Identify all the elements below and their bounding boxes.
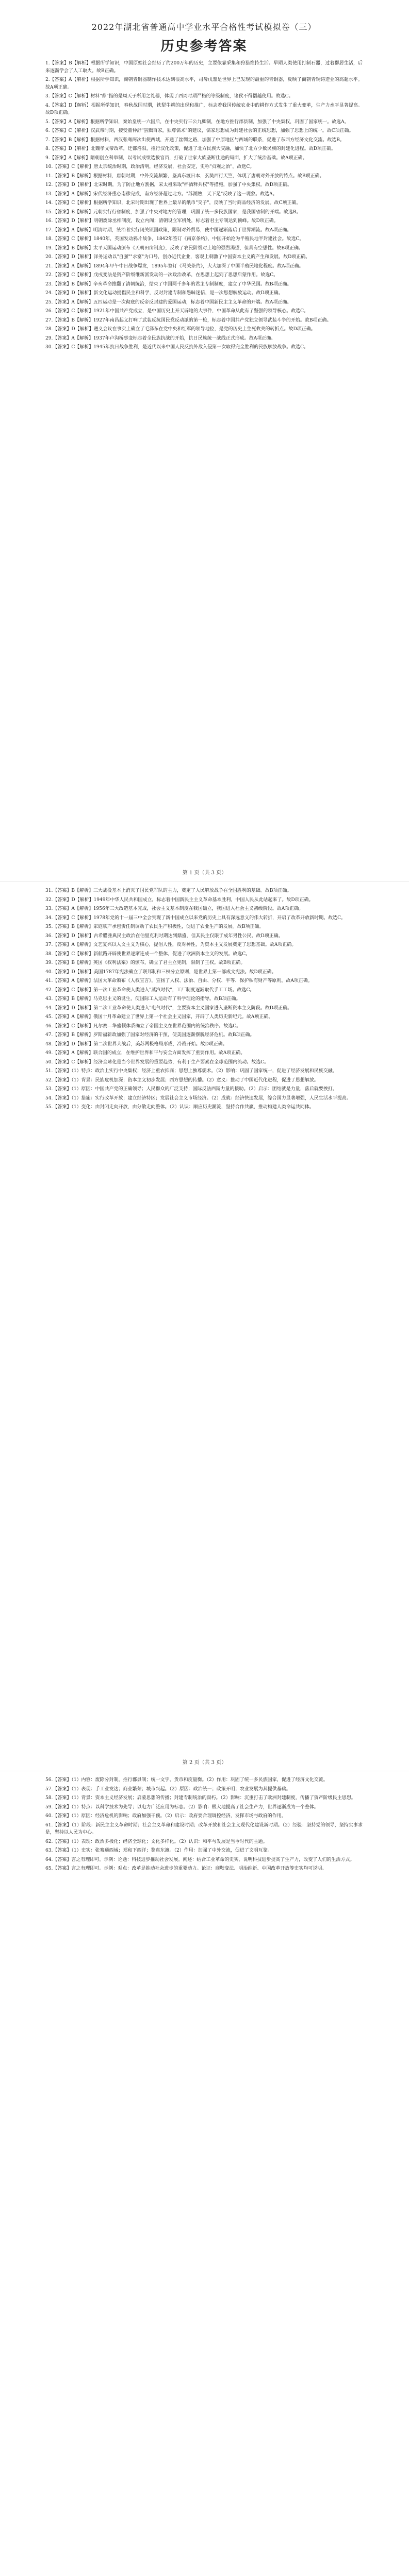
answer-item: 48.【答案】D【解析】第二次世界大战后，美苏两极格局形成，冷战开始。故D项正确。 xyxy=(45,1041,227,1047)
answer-item: 22.【答案】C【解析】戊戌变法是资产阶级维新派发动的一次政治改革，在思想上起到了思想启蒙作用。故选C。 xyxy=(45,273,279,278)
answer-item: 6.【答案】C【解析】汉武帝时期，接受董仲舒"罢黜百家，独尊儒术"的建议，儒家思想成为封建社会的正统思想，加强了思想上的统一。故C项正确。 xyxy=(45,128,354,133)
page-1 xyxy=(0,15,409,876)
answer-item: 51.【答案】（1）特点：政治上实行中央集权；经济上重农抑商；思想上独尊儒术。（2）影响：巩固了国家统一，促进了经济发展和民族交融。 xyxy=(45,1069,337,1074)
answer-item: 60.【答案】（1）原因：经济危机的影响；政府加强干预。（2）启示：政府要合理调控经济，发挥市场与政府的作用。 xyxy=(45,1814,286,1819)
page-2 xyxy=(0,887,409,1766)
answer-item: 65.【答案】言之有理即可。示例：观点：改革是推动社会进步的重要动力。论证：商鞅变法、明治维新、中国改革开放等史实均可说明。 xyxy=(45,1866,327,1871)
answer-item: 12.【答案】D【解析】北宋时期，为了防止地方割据，宋太祖采取"杯酒释兵权"等措施，加强了中央集权。故D项正确。 xyxy=(45,182,292,188)
answer-item: 40.【答案】D【解析】美国1787年宪法确立了联邦制和三权分立原则，是世界上第一部成文宪法。故D项正确。 xyxy=(45,969,276,975)
answer-item: 52.【答案】（1）背景：民族危机加深；资本主义初步发展；西方思想的传播。（2）意义：推动了中国近代化进程，促进了思想解放。 xyxy=(45,1077,319,1083)
answer-item: 21.【答案】A【解析】1894年甲午中日战争爆发，1895年签订《马关条约》，大大加深了中国半殖民地化程度。故A项正确。 xyxy=(45,263,304,269)
answer-item: 64.【答案】言之有理即可。示例：论题：科技进步推动社会发展。阐述：结合工业革命的史实，说明科技进步提高了生产力，改变了人们的生活方式。 xyxy=(45,1857,355,1862)
answer-item: 27.【答案】B【解析】1927年南昌起义打响了武装反抗国民党反动派的第一枪，标志着中国共产党独立领导武装斗争的开始。故B项正确。 xyxy=(45,317,332,323)
answer-item: 1.【答案】B【解析】根据所学知识，中国原始社会经历了约200万年的历史，主要依靠采集和狩猎维持生活。早期人类使用打制石器，过着群居生活，后来逐渐学会了人工取火。故B正确。 xyxy=(45,61,363,74)
answer-item: 61.【答案】（1）阶段：新民主主义革命时期；社会主义革命和建设时期；改革开放和社会主义现代化建设新时期。（2）经验：坚持党的领导，坚持实事求是，坚持以人民为中心。 xyxy=(45,1822,363,1835)
answer-item: 5.【答案】A【解析】根据所学知识，秦始皇统一六国后，在中央实行三公九卿制，在地方推行郡县制，加强了中央集权，巩固了国家统一。故选A。 xyxy=(45,119,349,125)
answer-list xyxy=(45,887,363,1111)
answer-item: 39.【答案】B【解析】英国《权利法案》的颁布，确立了君主立宪制，限制了王权。故B项正确。 xyxy=(45,960,246,965)
answer-item: 9.【答案】A【解析】隋朝创立科举制，以考试成绩选拔官员，打破了世家大族垄断仕途的局面，扩大了统治基础。故A项正确。 xyxy=(45,155,307,161)
answer-item: 26.【答案】C【解析】1921年中国共产党成立，是中国历史上开天辟地的大事件，中国革命从此有了坚强的领导核心。故选C。 xyxy=(45,309,308,314)
answer-item: 50.【答案】C【解析】经济全球化是当今世界发展的重要趋势，有利于生产要素在全球范围内流动。故选C。 xyxy=(45,1059,269,1065)
answer-item: 47.【答案】B【解析】罗斯福新政加强了国家对经济的干预，使美国逐渐摆脱经济危机。故B项正确。 xyxy=(45,1032,255,1038)
answer-item: 59.【答案】（1）特点：以科学技术为先导；以电力广泛应用为标志。（2）影响：极大地提高了社会生产力，世界逐渐成为一个整体。 xyxy=(45,1804,319,1810)
answer-item: 11.【答案】B【解析】根据材料，唐朝时期，中外交流频繁，鉴真东渡日本，玄奘西行天竺，体现了唐朝对外开放的特点。故B项正确。 xyxy=(45,173,324,179)
answer-item: 54.【答案】（1）措施：实行改革开放；建立经济特区；发展社会主义市场经济。（2）成就：经济快速发展，综合国力显著增强，人民生活水平提高。 xyxy=(45,1095,351,1101)
answer-item: 34.【答案】C【解析】1978年党的十一届三中全会实现了新中国成立以来党的历史上具有深远意义的伟大转折，开启了改革开放新时期。故选C。 xyxy=(45,915,346,921)
answer-item: 56.【答案】（1）内容：废除分封制，推行郡县制；统一文字、货币和度量衡。（2）作用：巩固了统一多民族国家，促进了经济文化交流。 xyxy=(45,1777,328,1783)
answer-item: 28.【答案】D【解析】遵义会议在事实上确立了毛泽东在党中央和红军的领导地位，是党的历史上生死攸关的转折点。故D项正确。 xyxy=(45,327,316,332)
answer-item: 46.【答案】C【解析】凡尔赛—华盛顿体系确立了帝国主义在世界范围内的统治秩序。故选C。 xyxy=(45,1023,241,1029)
answer-list xyxy=(45,60,363,351)
answer-item: 15.【答案】B【解析】元朝实行行省制度，加强了中央对地方的管理，巩固了统一多民族国家，是我国省制的开端。故选B。 xyxy=(45,209,301,215)
answer-item: 37.【答案】A【解析】文艺复兴以人文主义为核心，提倡人性，反对神性，为资本主义发展奠定了思想基础。故A项正确。 xyxy=(45,942,297,947)
answer-item: 42.【答案】C【解析】第一次工业革命使人类进入"蒸汽时代"，工厂制度逐渐取代手工工场。故选C。 xyxy=(45,987,255,993)
answer-item: 38.【答案】C【解析】新航路开辟使世界逐渐连成一个整体，促进了欧洲资本主义的发展。故选C。 xyxy=(45,951,251,957)
answer-item: 32.【答案】D【解析】1949年中华人民共和国成立，标志着中国新民主主义革命基本胜利，中国人民从此站起来了。故D项正确。 xyxy=(45,897,314,903)
answer-item: 13.【答案】A【解析】宋代经济重心南移完成，南方经济超过北方。"苏湖熟，天下足"反映了这一现象。故选A。 xyxy=(45,191,277,197)
answer-item: 18.【答案】C【解析】1840年，英国发动鸦片战争，1842年签订《南京条约》，中国开始沦为半殖民地半封建社会。故选C。 xyxy=(45,236,304,242)
answer-item: 19.【答案】B【解析】太平天国运动颁布《天朝田亩制度》，反映了农民阶级对土地的强烈渴望，但具有空想性。故B项正确。 xyxy=(45,245,304,251)
answer-item: 63.【答案】（1）史实：张骞通西域；郑和下西洋；鉴真东渡。（2）作用：加强了中外交流，促进了文明互鉴。 xyxy=(45,1848,272,1853)
answer-item: 16.【答案】D【解析】明朝废除丞相制度，设立内阁；清朝设立军机处，标志着君主专制达到顶峰。故D项正确。 xyxy=(45,218,279,224)
answer-item: 25.【答案】A【解析】五四运动是一次彻底的反帝反封建的爱国运动，标志着中国新民主主义革命的开端。故A项正确。 xyxy=(45,299,292,305)
answer-item: 4.【答案】D【解析】根据所学知识，春秋战国时期，铁犁牛耕的出现和推广，标志着我国传统农业中的耕作方式发生了重大变革，生产力水平显著提高。故D项正确。 xyxy=(45,103,363,115)
answer-item: 43.【答案】B【解析】马克思主义的诞生，使国际工人运动有了科学理论的指导。故B项正确。 xyxy=(45,996,241,1002)
answer-item: 23.【答案】B【解析】辛亥革命推翻了清朝统治，结束了中国两千多年的君主专制制度，建立了中华民国。故B项正确。 xyxy=(45,281,292,287)
answer-item: 36.【答案】D【解析】古希腊雅典民主政治在伯里克利时期达到鼎盛，但其民主仅限于成年男性公民。故D项正确。 xyxy=(45,933,283,939)
page-3 xyxy=(0,1776,409,2576)
answer-item: 7.【答案】B【解析】根据材料，西汉张骞两次出使西域，开通了丝绸之路，加强了中原地区与西域的联系，促进了东西方经济文化交流。故选B。 xyxy=(45,137,345,143)
answer-item: 10.【答案】C【解析】唐太宗统治时期，政治清明，经济发展，社会安定，史称"贞观之治"。故选C。 xyxy=(45,164,255,170)
doc-title: 历史参考答案 xyxy=(160,39,248,54)
answer-item: 29.【答案】A【解析】1937年卢沟桥事变标志着全民族抗战的开始，抗日民族统一战线正式形成。故A项正确。 xyxy=(45,335,276,341)
answer-item: 55.【答案】（1）变化：由封闭走向开放，由分散走向整体。（2）认识：顺应历史潮流，坚持合作共赢，推动构建人类命运共同体。 xyxy=(45,1105,314,1110)
answer-item: 17.【答案】A【解析】明清时期，统治者实行闭关锁国政策，限制对外贸易，使中国逐渐落后于世界潮流。故A项正确。 xyxy=(45,227,292,233)
answer-item: 49.【答案】A【解析】联合国的成立，在维护世界和平与安全方面发挥了重要作用。故A项正确。 xyxy=(45,1050,246,1056)
answer-item: 8.【答案】D【解析】北魏孝文帝改革，迁都洛阳，推行汉化政策，促进了北方民族大交融，加快了北方少数民族的封建化进程。故D项正确。 xyxy=(45,146,336,151)
answer-item: 45.【答案】A【解析】俄国十月革命建立了世界上第一个社会主义国家，开辟了人类历史新纪元。故A项正确。 xyxy=(45,1014,273,1020)
answer-item: 44.【答案】D【解析】第二次工业革命使人类进入"电气时代"，主要资本主义国家进入垄断资本主义阶段。故D项正确。 xyxy=(45,1005,292,1011)
answer-item: 58.【答案】（1）背景：资本主义经济发展；启蒙思想的传播；封建专制统治的腐朽。（2）影响：沉重打击了欧洲封建制度，传播了资产阶级民主思想。 xyxy=(45,1795,356,1801)
answer-item: 2.【答案】A【解析】根据所学知识，商朝青铜器制作技术达到很高水平，司母戊鼎是世界上已发现的最重的青铜器，反映了商朝青铜铸造业的高超水平。故A项正确。 xyxy=(45,77,363,90)
answer-item: 20.【答案】D【解析】洋务运动以"自强""求富"为口号，创办近代企业，客观上刺激了中国资本主义的产生和发展。故D项正确。 xyxy=(45,255,310,260)
answer-item: 62.【答案】（1）表现：政治多极化；经济全球化；文化多样化。（2）认识：和平与发展是当今时代的主题。 xyxy=(45,1839,268,1844)
answer-item: 31.【答案】B【解析】三大战役基本上消灭了国民党军队的主力，奠定了人民解放战争在全国胜利的基础。故B项正确。 xyxy=(45,888,292,893)
answer-item: 24.【答案】D【解析】新文化运动提倡民主和科学，反对封建专制和愚昧迷信，是一次思想解放运动。故D项正确。 xyxy=(45,291,283,296)
answer-item: 35.【答案】B【解析】家庭联产承包责任制调动了农民生产积极性，促进了农业生产的发展。故B项正确。 xyxy=(45,924,264,929)
answer-item: 3.【答案】C【解析】材料"鼎"指的是周天子所用之礼器，体现了西周时期严格的等级制度，诸侯不得僭越使用。故选C。 xyxy=(45,94,293,99)
answer-item: 57.【答案】（1）表现：手工业发达；商业繁荣；城市兴起。（2）原因：政治统一；政策开明；农业发展为其提供基础。 xyxy=(45,1786,291,1792)
page-footer: 第 1 页（共 3 页） xyxy=(182,870,227,876)
answer-item: 14.【答案】C【解析】根据所学知识，北宋时期出现了世界上最早的纸币"交子"，反映了当时商品经济的发展。故C项正确。 xyxy=(45,200,301,206)
exam-title: 2022年湖北省普通高中学业水平合格性考试模拟卷（三） xyxy=(91,22,317,32)
page-footer: 第 2 页（共 3 页） xyxy=(182,1760,227,1766)
answer-item: 53.【答案】（1）原因：中国共产党的正确领导；人民群众的广泛支持；国际反法西斯力量的援助。（2）启示：团结就是力量，落后就要挨打。 xyxy=(45,1087,337,1092)
answer-list xyxy=(45,1776,363,1873)
answer-item: 41.【答案】A【解析】法国大革命颁布《人权宣言》，宣扬了人权、法治、自由、分权、平等、保护私有财产等原则。故A项正确。 xyxy=(45,978,313,984)
answer-item: 30.【答案】C【解析】1945年抗日战争胜利，是近代以来中国人民反抗外敌入侵第一次取得完全胜利的民族解放战争。故选C。 xyxy=(45,345,308,350)
answer-item: 33.【答案】A【解析】1956年三大改造基本完成，社会主义基本制度在我国确立，我国进入社会主义初级阶段。故A项正确。 xyxy=(45,906,304,911)
